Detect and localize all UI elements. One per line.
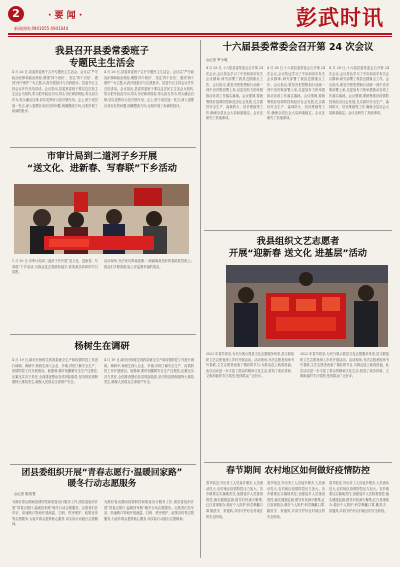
page-number: 2 [8, 6, 24, 22]
article-body: 为做好春运期间疫情防控和旅客出行服务工作,团县委组织开展“青春志愿行·温暖回家路”暖冬行动志愿服务。志愿者们在车站、高速路口等地开展测温、扫码、秩序维护、政策宣传等志愿服务,为返乡群众提供贴心服务,用实际行动践行志愿精神。 [12, 500, 98, 527]
article-body: 4 月 28 日,十六届县委常委会召开第 24 次会议,会议传达学习了中央和省市有关会议精神,研究部署了我县近期重点工作。会议指出,要坚决把思想和行动统一到中央决策部署上来,以更加有力的举措推动各项工作落实落地。会议强调,要统筹抓好疫情防控和经济社会发展,扎实做好安全生产、森林防火、信访维稳等工作,确保全县社会大局和谐稳定。会议还研究了其他事项。 [267, 66, 325, 121]
photo-volunteers-image [226, 265, 388, 347]
photo-caption: 1 月 20 日,市审计局到二道河子乡开展“送文化、进新春、写春联”下乡活动,为群众送去春联和福字,营造欢乐祥和的节日氛围。 [12, 259, 98, 275]
article-title: 杨树生在调研 [74, 341, 130, 352]
article-body: 4 月 19 日,副市长杨树生到我县就全生产和疫情防控工作进行调研。调研中,杨树生深入企业、乡镇,详细了解安全生产、疫情防控工作开展情况。他强调,要时刻绷紧安全生产这根弦,压紧压实各方责任,全面排查整治各类风险隐患,坚决防范遏制重特大事故发生,确保人民群众生命财产安全。 [12, 358, 98, 385]
article-title: 春节期间 农村地区如何做好疫情防控 [226, 466, 370, 476]
article-body: 春节临近,外出务工人员返乡增多,人员流动性大,农村地区疫情防控压力加大。各乡镇要压实属地责任,加强返乡人员排查管控,落实健康监测,倡导村民减少聚集,红白喜事简办,做好个人防护,科学佩戴口罩,勤洗手、常通风,共同守护好农村地区的安全防线。 [329, 481, 389, 513]
article-title: 十六届县委常委会召开第 24 次会议 [222, 42, 374, 53]
article-body: 4 月 28 日,十六届县委常委会召开第 24 次会议,会议传达学习了中央和省市有关会议精神,研究部署了我县近期重点工作。会议指出,要坚决把思想和行动统一到中央决策部署上来,以更加有力的举措推动各项工作落实落地。会议强调,要统筹抓好疫情防控和经济社会发展,扎实做好安全生产、森林防火、信访维稳等工作,确保全县社会大局和谐稳定。会议还研究了其他事项。 [329, 66, 389, 115]
section-divider [10, 147, 196, 148]
hotline-info: 新闻热线:4941055 4941044 [14, 26, 69, 31]
section-divider [10, 464, 196, 465]
article-title: 团县委组织开展“青春志愿行·温暖回家路” 暖冬行动志愿服务 [21, 468, 183, 489]
column-divider [200, 40, 201, 558]
article-title: 我县组织文艺志愿者 开展“迎新春 送文化 进基层”活动 [229, 236, 367, 259]
section-divider [204, 462, 392, 463]
section-divider [204, 230, 392, 231]
article-body: 活动现场,书法家们挥毫泼墨,一副副寓意美好的春联跃然纸上。群众们手捧春联,脸上洋溢着幸福的笑容。 [104, 259, 194, 269]
article-body: 4 月 26 日,县委常委班子召开专题民主生活会。会议以“严守政治纪律和政治规矩,增强‘四个意识’、坚定‘四个自信’、做到‘两个维护’”为主题,认真开展批评与自我批评。县委书记主持会议并作总结讲话。会议指出,县委常委班子要以这次民主生活会为契机,带头把牢政治方向,带头守纪律讲规矩,带头担当作为,带头廉洁自律,切实发挥好示范引领作用。会上,班子成员逐一发言,深入查摆自身存在的问题,明确整改方向,互相开展了坦诚的批评。 [104, 70, 194, 108]
byline: ◎记者 陈美菁 [14, 492, 36, 496]
page-header [0, 0, 400, 38]
article-body: 4 月 19 日,副市长杨树生到我县就全生产和疫情防控工作进行调研。调研中,杨树生深入企业、乡镇,详细了解安全生产、疫情防控工作开展情况。他强调,要时刻绷紧安全生产这根弦,压紧压实各方责任,全面排查整治各类风险隐患,坚决防范遏制重特大事故发生,确保人民群众生命财产安全。 [104, 358, 194, 385]
masthead: 彭武时讯 [296, 5, 384, 30]
article-body: 春节临近,外出务工人员返乡增多,人员流动性大,农村地区疫情防控压力加大。各乡镇要压实属地责任,加强返乡人员排查管控,落实健康监测,倡导村民减少聚集,红白喜事简办,做好个人防护,科学佩戴口罩,勤洗手、常通风,共同守护好农村地区的安全防线。 [206, 481, 263, 519]
article-body: 4 月 28 日,十六届县委常委会召开第 24 次会议,会议传达学习了中央和省市有关会议精神,研究部署了我县近期重点工作。会议指出,要坚决把思想和行动统一到中央决策部署上来,以更加有力的举措推动各项工作落实落地。会议强调,要统筹抓好疫情防控和经济社会发展,扎实做好安全生产、森林防火、信访维稳等工作,确保全县社会大局和谐稳定。会议还研究了其他事项。 [206, 66, 263, 121]
photo-calligraphy [14, 184, 189, 254]
section-label: · 要 闻 · [48, 11, 83, 21]
article-body: 2022 年春节将至,为充分展示我县文化志愿服务风采,县文联组织文艺志愿者深入乡村开展活动。活动现场,书法志愿者现场书写春联,文艺志愿者表演了精彩的节目,为群众送上新春祝福。此次活动进一步丰富了群众的精神文化生活,营造了欢乐祥和、文明和谐的节日氛围,受到群众广泛好评。 [206, 352, 294, 379]
header-rule [8, 33, 392, 35]
header-rule-thin [8, 36, 392, 37]
article-title: 我县召开县委常委班子 专题民主生活会 [55, 46, 149, 69]
photo-volunteers [226, 265, 388, 347]
article-body: 4 月 26 日,县委常委班子召开专题民主生活会。会议以“严守政治纪律和政治规矩,增强‘四个意识’、坚定‘四个自信’、做到‘两个维护’”为主题,认真开展批评与自我批评。县委书记主持会议并作总结讲话。会议指出,县委常委班子要以这次民主生活会为契机,带头把牢政治方向,带头守纪律讲规矩,带头担当作为,带头廉洁自律,切实发挥好示范引领作用。会上,班子成员逐一发言,深入查摆自身存在的问题,明确整改方向,互相开展了坦诚的批评。 [12, 70, 98, 114]
photo-calligraphy-image [14, 184, 189, 254]
section-divider [10, 334, 196, 335]
article-title: 市审计局到二道河子乡开展 “送文化、进新春、写春联”下乡活动 [27, 151, 177, 174]
article-body: 为做好春运期间疫情防控和旅客出行服务工作,团县委组织开展“青春志愿行·温暖回家路”暖冬行动志愿服务。志愿者们在车站、高速路口等地开展测温、扫码、秩序维护、政策宣传等志愿服务,为返乡群众提供贴心服务,用实际行动践行志愿精神。 [104, 500, 194, 521]
byline: ◎记者 罗小敏 [206, 58, 228, 62]
article-body: 2022 年春节将至,为充分展示我县文化志愿服务风采,县文联组织文艺志愿者深入乡村开展活动。活动现场,书法志愿者现场书写春联,文艺志愿者表演了精彩的节目,为群众送上新春祝福。此次活动进一步丰富了群众的精神文化生活,营造了欢乐祥和、文明和谐的节日氛围,受到群众广泛好评。 [300, 352, 389, 379]
article-body: 春节临近,外出务工人员返乡增多,人员流动性大,农村地区疫情防控压力加大。各乡镇要压实属地责任,加强返乡人员排查管控,落实健康监测,倡导村民减少聚集,红白喜事简办,做好个人防护,科学佩戴口罩,勤洗手、常通风,共同守护好农村地区的安全防线。 [267, 481, 325, 519]
